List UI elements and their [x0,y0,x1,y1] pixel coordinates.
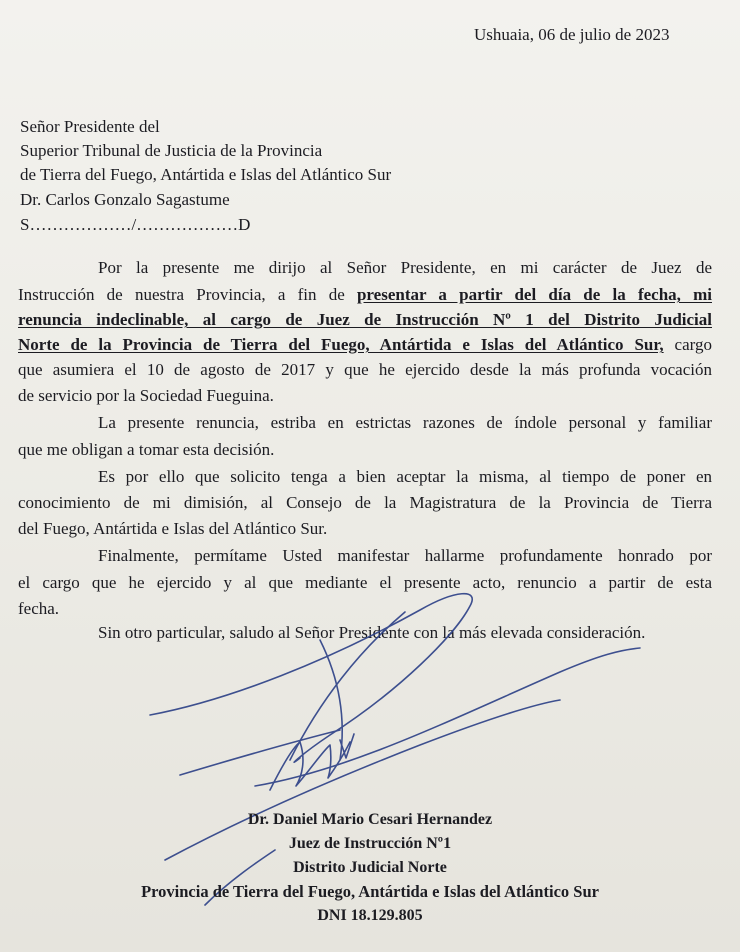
body-line: que me obligan a tomar esta decisión. [18,440,275,459]
signatory-province: Provincia de Tierra del Fuego, Antártida e Islas del Atlántico Sur [141,882,599,901]
addressee-line: Superior Tribunal de Justicia de la Provincia [20,141,323,160]
body-line: conocimiento de mi dimisión, al Consejo de la Magistratura de la Provincia de Tierra [18,493,712,512]
letter-date: Ushuaia, 06 de julio de 2023 [474,25,670,44]
body-emphasis: presentar a partir del día de la fecha, mi [356,285,712,304]
signatory-dni: DNI 18.129.805 [317,907,423,924]
addressee-line: Señor Presidente del [20,117,160,136]
body-text: Instrucción de nuestra Provincia, a fin de [18,285,357,304]
addressee-line: de Tierra del Fuego, Antártida e Islas del Atlántico Sur [20,165,392,184]
signatory-district: Distrito Judicial Norte [293,859,447,876]
body-line: Es por ello que solicito tenga a bien aceptar la misma, al tiempo de poner en [98,467,712,486]
signatory-title: Juez de Instrucción Nº1 [288,835,452,852]
closing-line: Sin otro particular, saludo al Señor Presidente con la más elevada consideración. [98,623,646,642]
body-line: fecha. [18,599,60,618]
signatory-name: Dr. Daniel Mario Cesari Hernandez [247,811,493,828]
body-emphasis-line: renuncia indeclinable, al cargo de Juez de Instrucción Nº 1 del Distrito Judicial [18,310,712,329]
body-text: cargo [663,335,712,354]
body-line: de servicio por la Sociedad Fueguina. [18,386,274,405]
body-line: el cargo que he ejercido y al que mediante el presente acto, renuncio a partir de esta [18,573,712,592]
body-line: La presente renuncia, estriba en estrictas razones de índole personal y familiar [98,413,712,432]
body-line: Por la presente me dirijo al Señor Presidente, en mi carácter de Juez de [98,258,712,277]
body-line: Finalmente, permítame Usted manifestar hallarme profundamente honrado por [98,546,712,565]
body-line: del Fuego, Antártida e Islas del Atlántico Sur. [18,519,328,538]
body-emphasis: Norte de la Provincia de Tierra del Fuego, Antártida e Islas del Atlántico Sur, [18,335,664,354]
addressee-line: Dr. Carlos Gonzalo Sagastume [20,190,230,209]
addressee-line: S………………/………………D [20,215,251,234]
body-line: que asumiera el 10 de agosto de 2017 y que he ejercido desde la más profunda vocación [18,360,712,379]
